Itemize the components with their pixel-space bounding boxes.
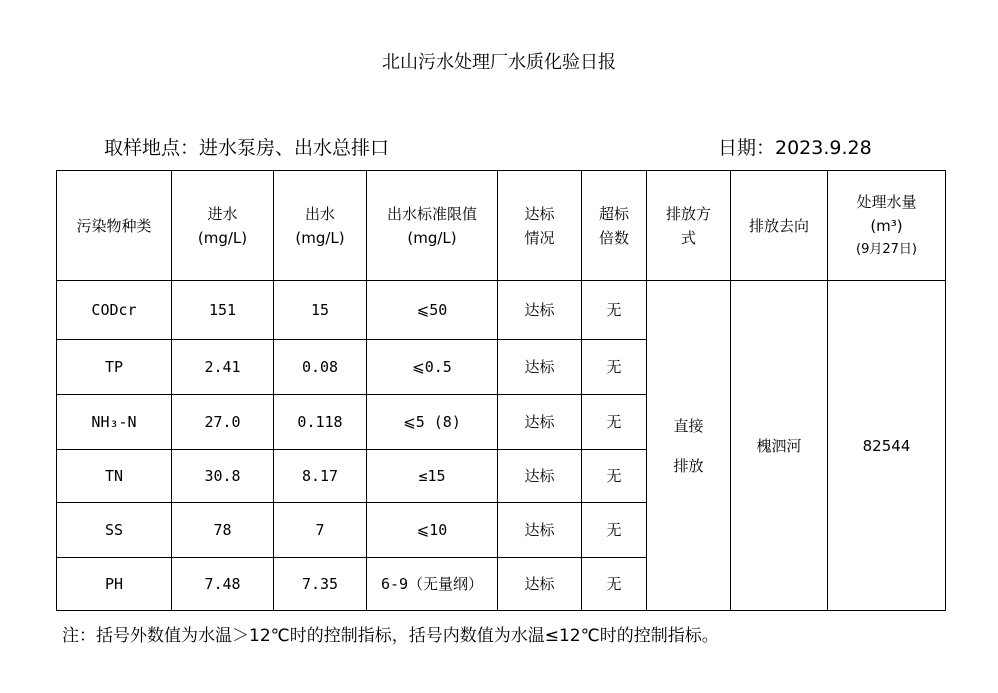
header-inflow: 进水 (mg/L) (172, 171, 274, 281)
outflow-cell: 0.08 (274, 340, 367, 395)
limit-cell: ⩽50 (367, 281, 498, 340)
water-quality-table (56, 170, 946, 611)
sampling-location: 取样地点：进水泵房、出水总排口 (104, 137, 390, 159)
exceed-cell: 无 (582, 340, 647, 395)
discharge-destination-cell: 槐泗河 (731, 281, 828, 611)
pollutant-cell: SS (57, 503, 172, 558)
header-status: 达标 情况 (498, 171, 582, 281)
pollutant-cell: PH (57, 558, 172, 611)
pollutant-cell: TP (57, 340, 172, 395)
footnote: 注：括号外数值为水温＞12℃时的控制指标，括号内数值为水温≤12℃时的控制指标。 (62, 626, 719, 646)
outflow-cell: 15 (274, 281, 367, 340)
header-volume: 处理水量 (m³) (9月27日) (828, 171, 946, 281)
limit-cell: ⩽10 (367, 503, 498, 558)
status-cell: 达标 (498, 450, 582, 503)
header-exceed: 超标 倍数 (582, 171, 647, 281)
status-cell: 达标 (498, 340, 582, 395)
exceed-cell: 无 (582, 558, 647, 611)
inflow-cell: 78 (172, 503, 274, 558)
outflow-cell: 7.35 (274, 558, 367, 611)
header-limit: 出水标准限值 (mg/L) (367, 171, 498, 281)
inflow-cell: 151 (172, 281, 274, 340)
status-cell: 达标 (498, 503, 582, 558)
outflow-cell: 7 (274, 503, 367, 558)
limit-cell: ⩽0.5 (367, 340, 498, 395)
exceed-cell: 无 (582, 503, 647, 558)
report-title: 北山污水处理厂水质化验日报 (382, 52, 616, 73)
discharge-mode-cell: 直接 排放 (647, 281, 731, 611)
exceed-cell: 无 (582, 281, 647, 340)
header-row (57, 171, 946, 281)
header-outflow: 出水 (mg/L) (274, 171, 367, 281)
inflow-cell: 27.0 (172, 395, 274, 450)
inflow-cell: 30.8 (172, 450, 274, 503)
status-cell: 达标 (498, 281, 582, 340)
treated-volume-cell: 82544 (828, 281, 946, 611)
exceed-cell: 无 (582, 450, 647, 503)
report-date: 日期：2023.9.28 (718, 137, 872, 159)
limit-cell: ≤15 (367, 450, 498, 503)
exceed-cell: 无 (582, 395, 647, 450)
table-row (57, 281, 946, 340)
pollutant-cell: CODcr (57, 281, 172, 340)
header-discharge-mode: 排放方 式 (647, 171, 731, 281)
limit-cell: ⩽5 (8) (367, 395, 498, 450)
outflow-cell: 8.17 (274, 450, 367, 503)
status-cell: 达标 (498, 558, 582, 611)
header-pollutant: 污染物种类 (57, 171, 172, 281)
limit-cell: 6-9（无量纲） (367, 558, 498, 611)
inflow-cell: 2.41 (172, 340, 274, 395)
outflow-cell: 0.118 (274, 395, 367, 450)
header-discharge-destination: 排放去向 (731, 171, 828, 281)
pollutant-cell: NH₃-N (57, 395, 172, 450)
inflow-cell: 7.48 (172, 558, 274, 611)
pollutant-cell: TN (57, 450, 172, 503)
status-cell: 达标 (498, 395, 582, 450)
